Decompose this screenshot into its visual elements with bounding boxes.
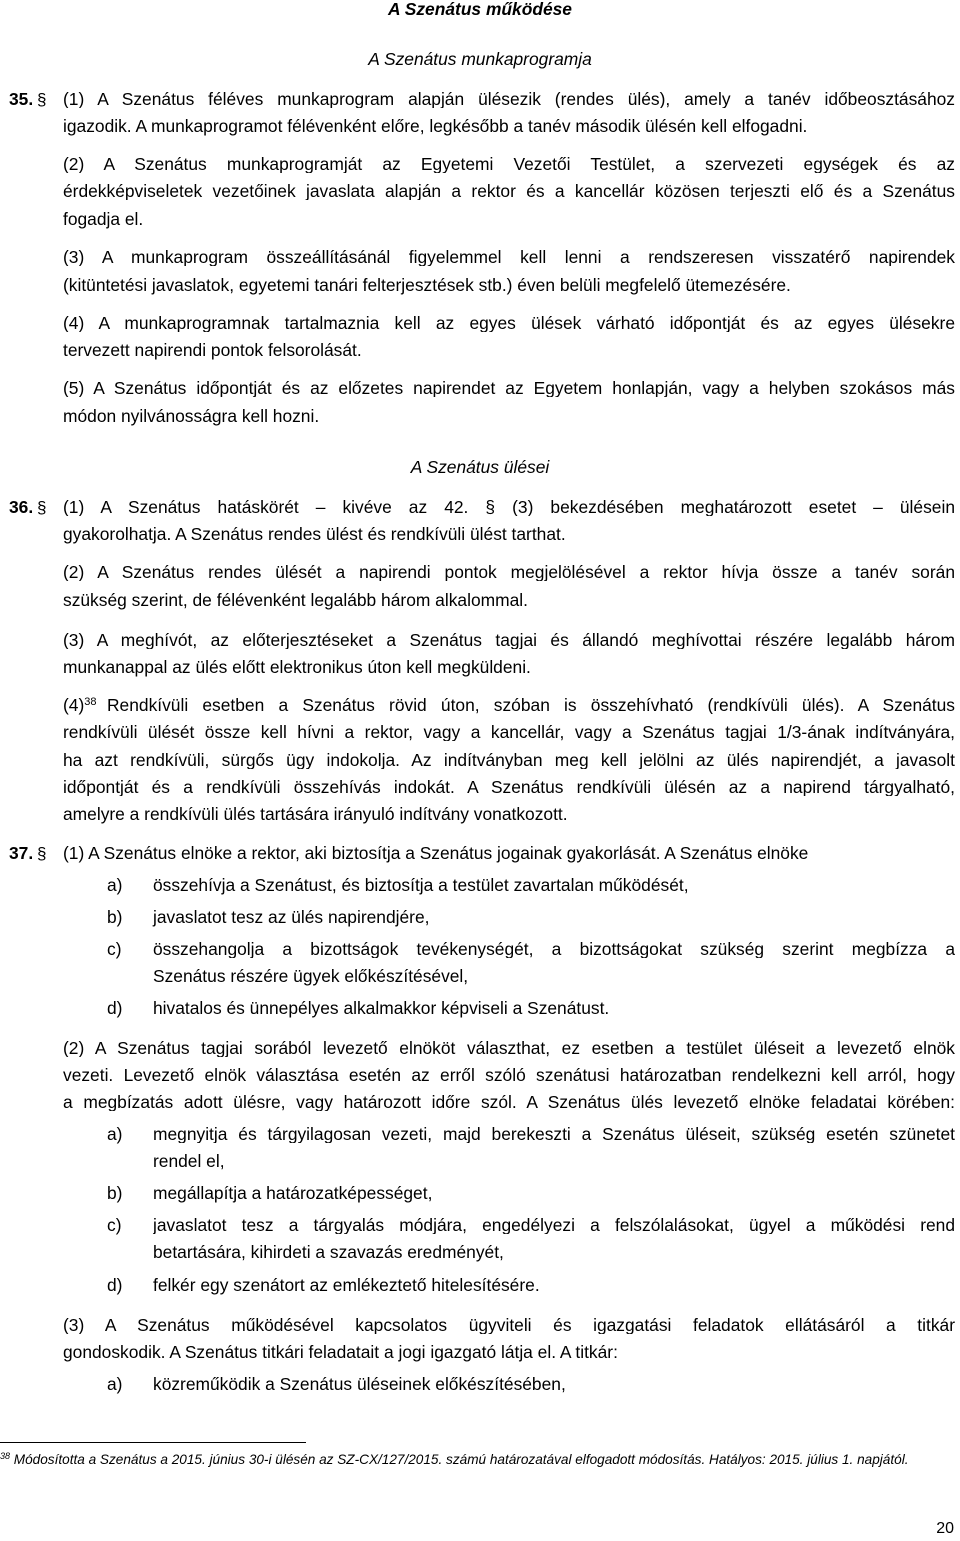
section-number: 35.: [9, 89, 34, 109]
section-number: 37.: [9, 843, 34, 863]
list-item: összehívja a Szenátust, és biztosítja a testület zavartalan működését,: [153, 875, 689, 895]
footnote-number: 38: [0, 1451, 11, 1461]
list-label: d): [107, 998, 123, 1018]
list-item: megállapítja a határozatképességet,: [153, 1183, 433, 1203]
list-item: javaslatot tesz a tárgyalás módjára, engedélyezi a felszólalásokat, ügyel a működési rend: [153, 1217, 955, 1235]
paragraph-line: (1) A Szenátus féléves munkaprogram alapján ülésezik (rendes ülés), amely a tanév időbeosztásához: [63, 91, 955, 109]
paragraph-line: (3) A Szenátus működésével kapcsolatos ügyviteli és igazgatási feladatok ellátásáról a titkár: [63, 1317, 955, 1335]
paragraph-line: fogadja el.: [63, 209, 144, 229]
paragraph-line: (2) A Szenátus munkaprogramját az Egyetemi Vezetői Testület, a szervezeti egységek és az: [63, 156, 955, 174]
list-label: b): [107, 1183, 123, 1203]
paragraph-line: munkanappal az ülés előtt elektronikus úton kell megküldeni.: [63, 657, 531, 677]
list-item: összehangolja a bizottságok tevékenységét, a bizottságokat szükség szerint megbízza a: [153, 941, 955, 959]
page-number: 20: [936, 1520, 954, 1537]
list-item-continuation: betartására, kihirdeti a szavazás eredményét,: [153, 1242, 504, 1262]
subheading-munkaprogram: A Szenátus munkaprogramja: [368, 49, 592, 69]
paragraph-line: (4) A munkaprogramnak tartalmaznia kell az egyes ülések várható időpontját és az egyes ülésekre: [63, 315, 955, 333]
list-label: d): [107, 1275, 123, 1295]
paragraph-line: vezeti. Levezető elnök választása esetén az erről szóló szenátusi határozatban rendelkezni kell arról, hogy: [63, 1067, 955, 1085]
list-item: hivatalos és ünnepélyes alkalmakkor képviseli a Szenátust.: [153, 998, 610, 1018]
section-sign: §: [37, 90, 47, 109]
list-item: közreműködik a Szenátus üléseinek előkészítésében,: [153, 1374, 566, 1394]
paragraph-line: gyakorolhatja. A Szenátus rendes ülést és rendkívüli ülést tarthat.: [63, 524, 566, 544]
paragraph-line: (1) A Szenátus hatáskörét – kivéve az 42. § (3) bekezdésében meghatározott esetet – ülésein: [63, 499, 955, 517]
paragraph-line: tervezett napirendi pontok felsorolását.: [63, 340, 362, 360]
paragraph-number: (4): [63, 695, 85, 715]
paragraph-line: szükség szerint, de félévenként legalább három alkalommal.: [63, 590, 528, 610]
list-label: a): [107, 1124, 123, 1144]
paragraph-line: (2) A Szenátus rendes ülését a napirendi pontok megjelölésével a rektor hívja össze a tanév során: [63, 564, 955, 582]
paragraph-line: gondoskodik. A Szenátus titkári feladatait a jogi igazgató látja el. A titkár:: [63, 1342, 618, 1362]
section-number: 36.: [9, 497, 34, 517]
subheading-ulesek: A Szenátus ülései: [410, 457, 550, 477]
list-item: felkér egy szenátort az emlékeztető hitelesítésére.: [153, 1275, 540, 1295]
paragraph-line: (3) A meghívót, az előterjesztéseket a Szenátus tagjai és állandó meghívottai részére legalább három: [63, 632, 955, 650]
list-label: b): [107, 907, 123, 927]
chapter-heading: A Szenátus működése: [388, 0, 572, 19]
list-item: megnyitja és tárgyilagosan vezeti, majd berekeszti a Szenátus üléseit, szükség esetén szünetet: [153, 1126, 955, 1144]
paragraph-line: (5) A Szenátus időpontját és az előzetes napirendet az Egyetem honlapján, vagy a helyben szokásos más: [63, 380, 955, 398]
list-label: a): [107, 875, 123, 895]
paragraph-line: ha azt rendkívüli, sürgős ügy indokolja. Az indítványban meg kell jelölni az ülés napirendjét, a javasolt: [63, 752, 955, 770]
paragraph-line: (3) A munkaprogram összeállításánál figyelemmel kell lenni a rendszeresen visszatérő napirendek: [63, 249, 955, 267]
section-sign: §: [37, 844, 47, 863]
list-item-continuation: Szenátus részére ügyek előkészítésével,: [153, 966, 469, 986]
footnote-separator: [0, 1442, 306, 1443]
paragraph-line: a megbízatás adott ülésre, vagy határozott időre szól. A Szenátus ülés levezető elnöke feladatai körében:: [63, 1094, 955, 1112]
paragraph-line: időpontját és a rendkívüli összehívás indokát. A Szenátus rendkívüli ülésén az a napirend tárgyalható,: [63, 779, 955, 797]
paragraph-line: igazodik. A munkaprogramot félévenként előre, legkésőbb a tanév második ülésén kell elfogadni.: [63, 116, 808, 136]
paragraph-line: (1) A Szenátus elnöke a rektor, aki biztosítja a Szenátus jogainak gyakorlását. A Szenátus elnöke: [63, 843, 809, 863]
list-label: c): [107, 1215, 122, 1235]
paragraph-label: [63, 697, 97, 714]
paragraph-line: (2) A Szenátus tagjai sorából levezető elnököt választhat, ez esetben a testület üléseit a levezető elnök: [63, 1040, 955, 1058]
paragraph-line: (kitüntetési javaslatok, egyetemi tanári felterjesztések stb.) éven belüli megfelelő ütemezésére.: [63, 275, 791, 295]
paragraph-line: módon nyilvánosságra kell hozni.: [63, 406, 320, 426]
paragraph-line: rendkívüli ülését össze kell hívni a rektor, vagy a kancellár, vagy a Szenátus tagjai 1/3-ának indítványára,: [63, 724, 955, 742]
list-label: c): [107, 939, 122, 959]
paragraph-line: érdekképviseletek vezetőinek javaslata alapján a rektor és a kancellár közösen terjeszti elő és a Szenátus: [63, 183, 955, 201]
footnote-reference[interactable]: 38: [84, 696, 97, 708]
footnote-text: Módosította a Szenátus a 2015. június 30-i ülésén az SZ-CX/127/2015. számú határozatával elfogadott módosítás. Hatályos: 2015. július 1. napjától.: [10, 1452, 909, 1467]
section-sign: §: [37, 498, 47, 517]
paragraph-line: amelyre a rendkívüli ülés tartására irányuló indítvány vonatkozott.: [63, 804, 568, 824]
footnote: [0, 1452, 909, 1467]
paragraph-line: Rendkívüli esetben a Szenátus rövid úton, szóban is összehívható (rendkívüli ülés). A Szenátus: [107, 697, 955, 715]
list-label: a): [107, 1374, 123, 1394]
list-item: javaslatot tesz az ülés napirendjére,: [153, 907, 430, 927]
list-item-continuation: rendel el,: [153, 1151, 225, 1171]
